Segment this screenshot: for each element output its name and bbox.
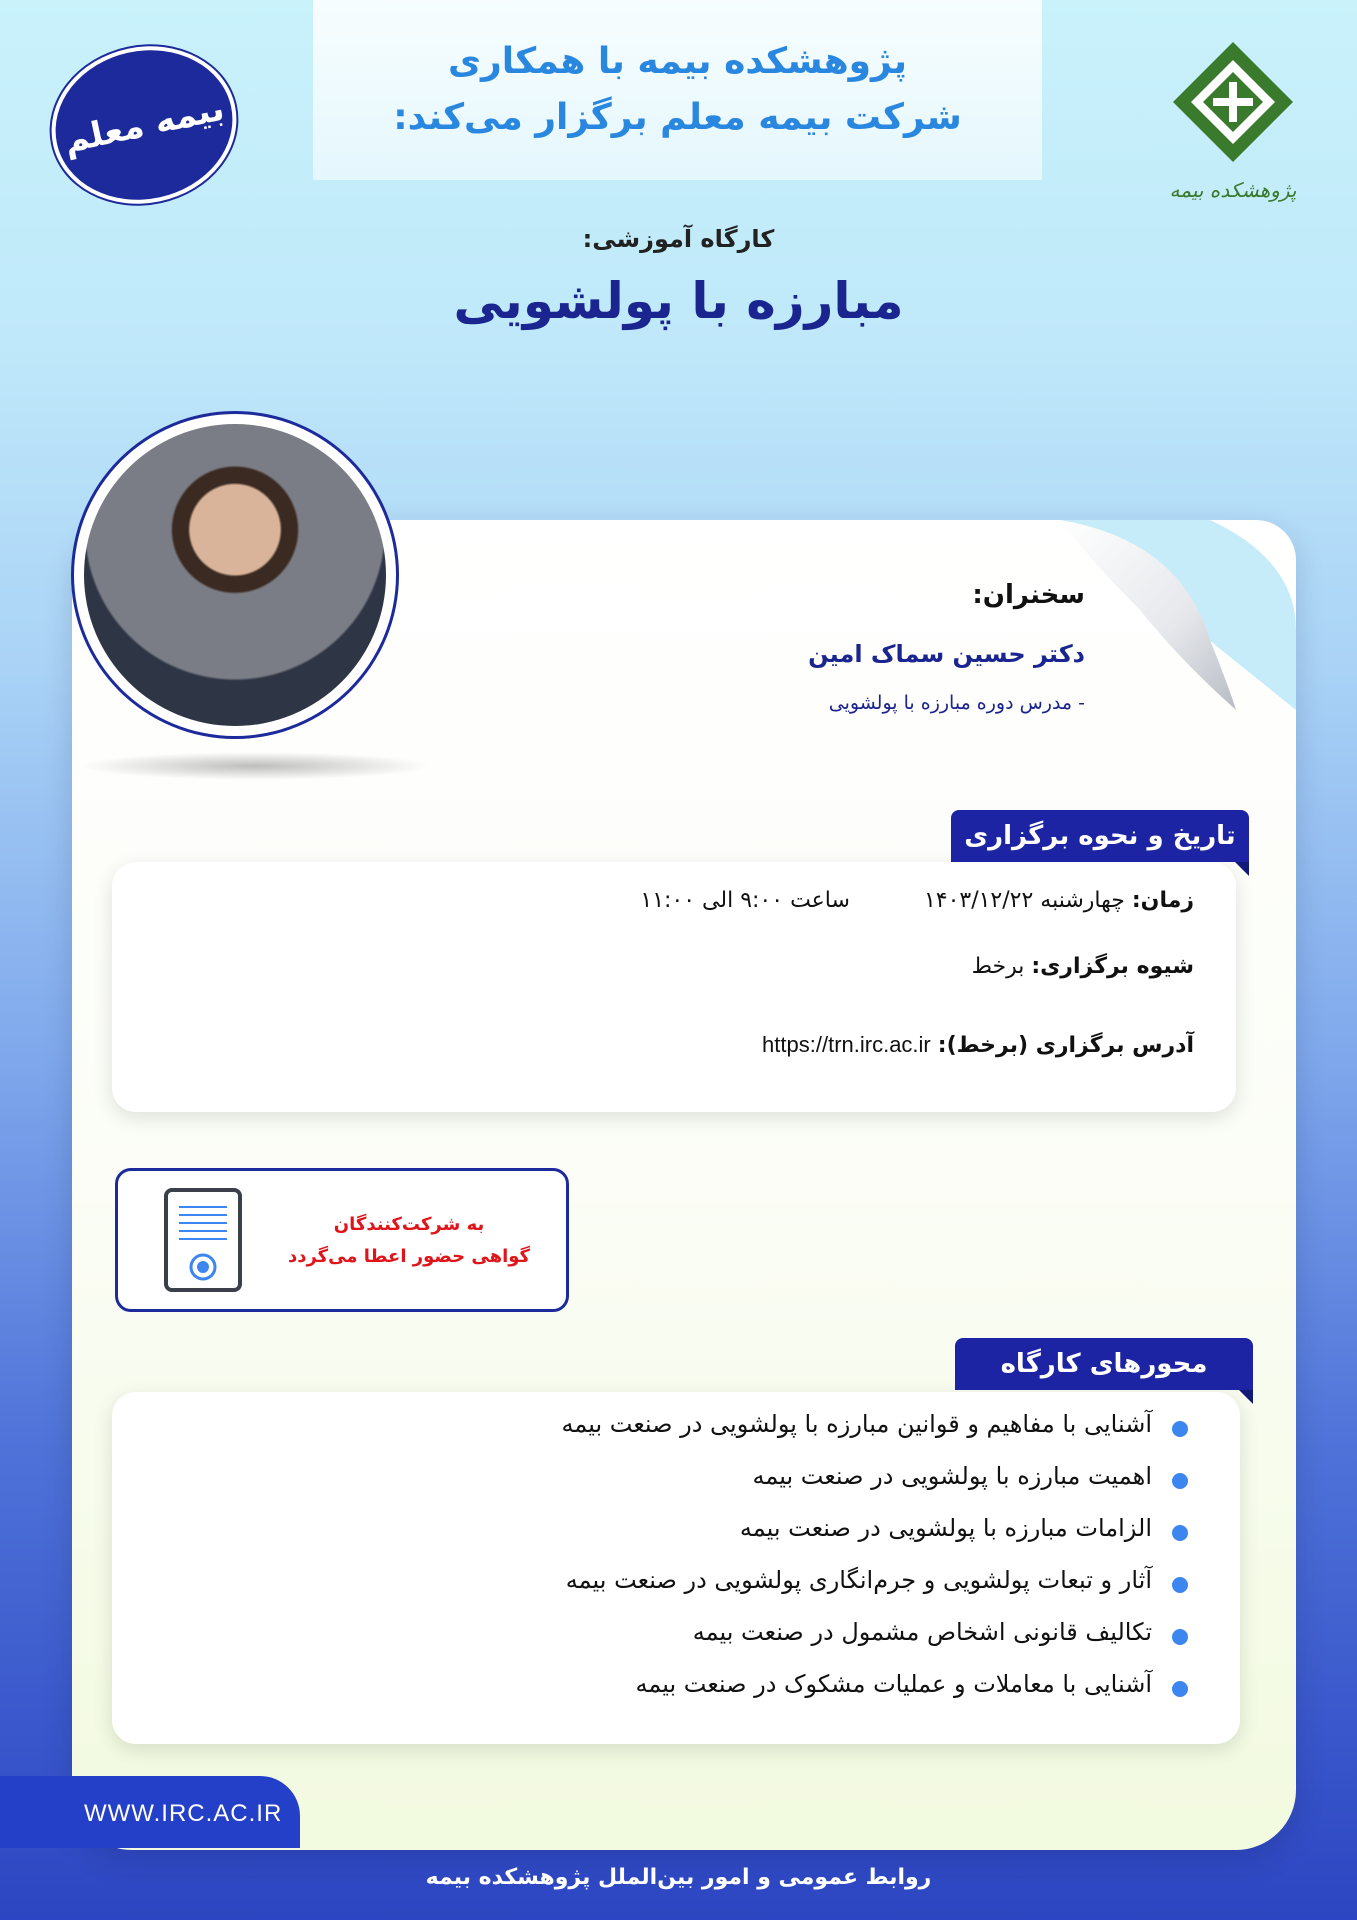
insurance-research-center-logo [1168,42,1298,222]
speaker-photo-frame [74,414,396,736]
axis-item: الزامات مبارزه با پولشویی در صنعت بیمه [739,1514,1152,1542]
address-row [762,1032,1194,1058]
time-date: چهارشنبه ۱۴۰۳/۱۲/۲۲ [923,888,1125,913]
address-link[interactable]: https://trn.irc.ac.ir [762,1032,931,1057]
speaker-name: دکتر حسین سماک امین [808,640,1085,668]
certificate-box [115,1168,569,1312]
method-row [972,954,1194,979]
photo-shadow [80,752,430,780]
time-hours: ساعت ۹:۰۰ الی ۱۱:۰۰ [640,888,850,913]
schedule-tab-label: تاریخ و نحوه برگزاری [964,821,1236,851]
page-curl-decoration [1060,520,1296,710]
header-banner [313,0,1042,180]
speakers-label: سخنران: [972,580,1085,610]
certificate-text [278,1209,540,1273]
axis-item: آثار و تبعات پولشویی و جرم‌انگاری پولشویی در صنعت بیمه [565,1566,1152,1594]
speaker-role: - مدرس دوره مبارزه با پولشویی [828,692,1085,714]
workshop-title: مبارزه با پولشویی [453,272,904,330]
website-link[interactable]: WWW.IRC.AC.IR [84,1800,283,1827]
address-label: آدرس برگزاری (برخط): [937,1033,1194,1058]
axis-item: آشنایی با مفاهیم و قوانین مبارزه با پولشویی در صنعت بیمه [561,1410,1152,1438]
axis-item: تکالیف قانونی اشخاص مشمول در صنعت بیمه [692,1618,1152,1646]
certificate-line-1: به شرکت‌کنندگان [333,1214,485,1235]
method-value: برخط [971,954,1025,979]
axes-box [112,1392,1240,1744]
bimeh-moallem-logo [37,29,251,220]
axis-item: آشنایی با معاملات و عملیات مشکوک در صنعت بیمه [635,1670,1152,1698]
schedule-box [112,862,1236,1112]
speaker-photo [84,424,386,726]
time-row [640,888,1194,913]
bimeh-moallem-logo-text: بیمه معلم [60,88,228,162]
certificate-icon [163,1187,243,1295]
workshop-label: کارگاه آموزشی: [582,225,775,253]
header-line-2: شرکت بیمه معلم برگزار می‌کند: [393,97,962,138]
certificate-line-2: گواهی حضور اعطا می‌گردد [287,1246,531,1267]
method-label: شیوه برگزاری: [1031,954,1194,979]
axes-tab [955,1338,1253,1390]
axis-item: اهمیت مبارزه با پولشویی در صنعت بیمه [752,1462,1152,1490]
axes-tab-label: محورهای کارگاه [1000,1349,1208,1379]
schedule-tab [951,810,1249,862]
time-label: زمان: [1131,888,1194,913]
irc-logo-text: پژوهشکده بیمه [1169,178,1297,202]
footer-department: روابط عمومی و امور بین‌الملل پژوهشکده بیمه [425,1865,932,1890]
irc-emblem-icon [1173,42,1293,172]
header-line-1: پژوهشکده بیمه با همکاری [448,41,907,82]
